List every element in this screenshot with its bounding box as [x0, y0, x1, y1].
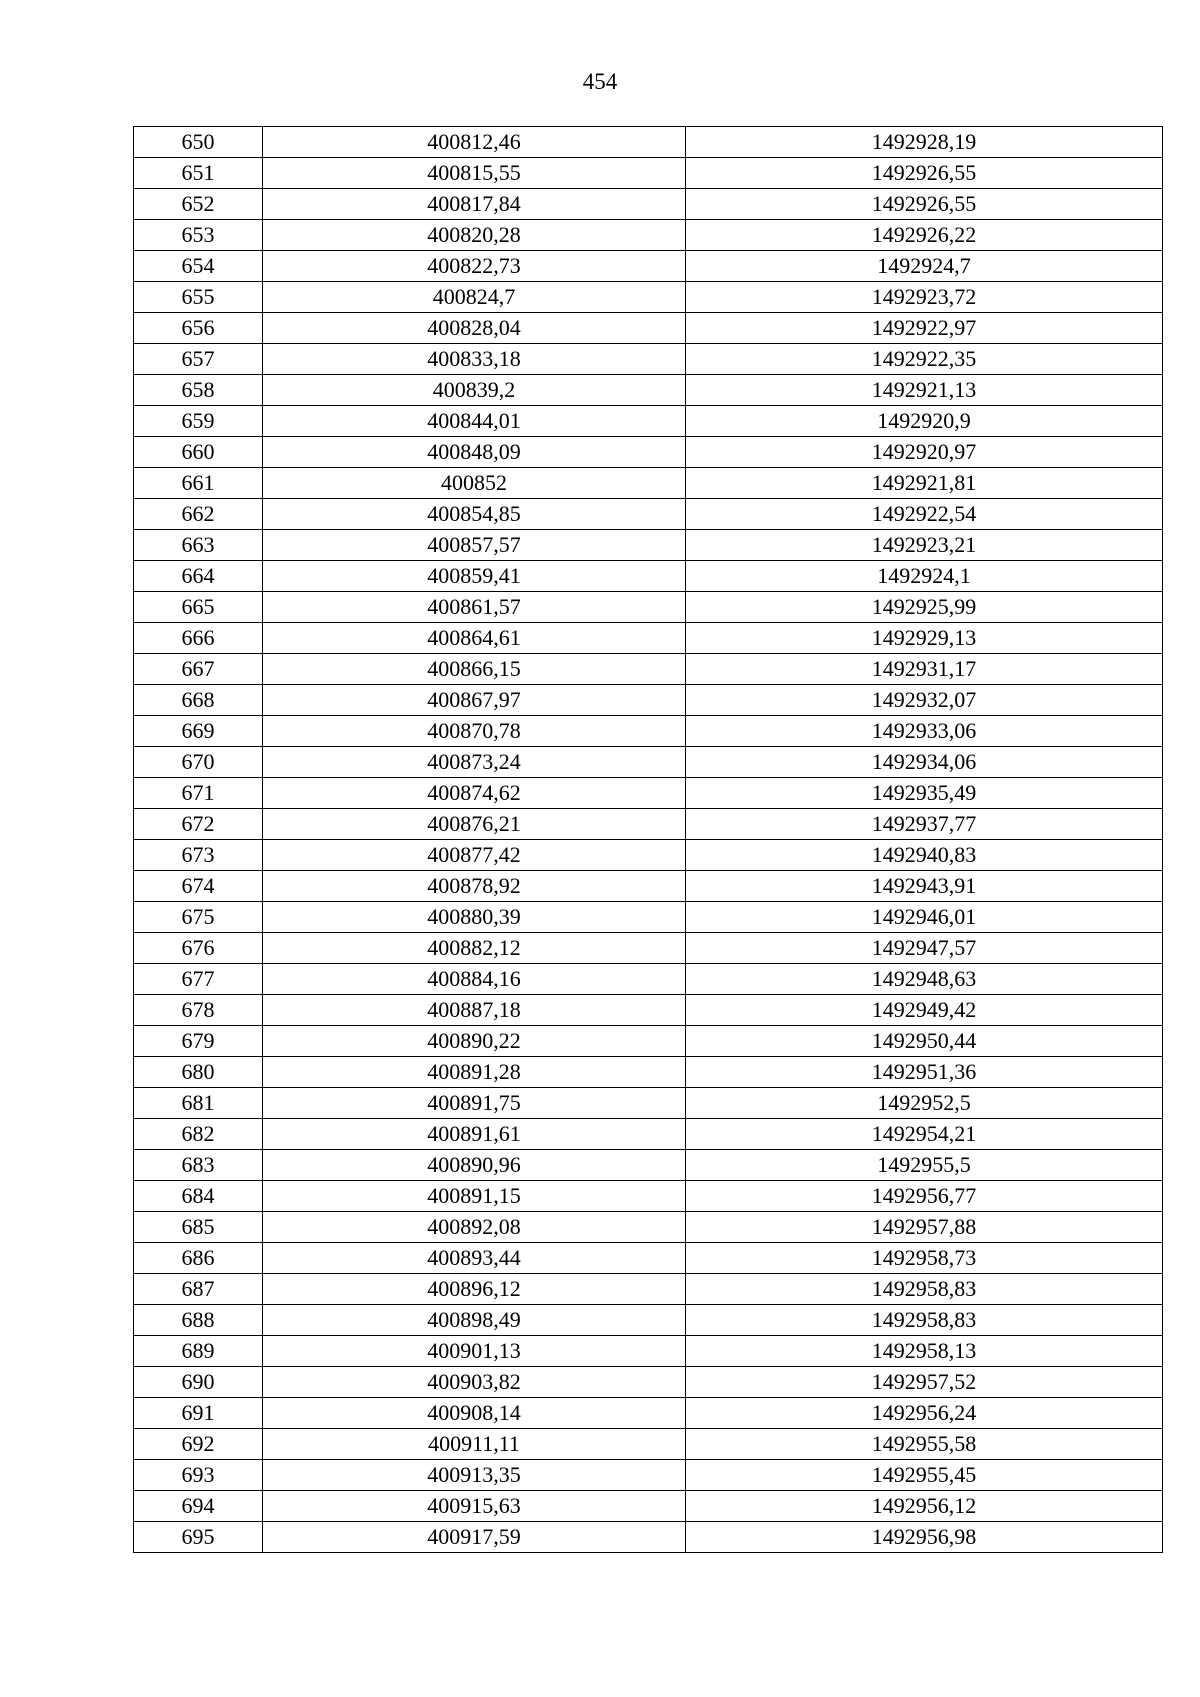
- x-coordinate-cell: 400891,75: [263, 1088, 686, 1119]
- table-row: [134, 561, 1163, 592]
- table-row: [134, 1305, 1163, 1336]
- point-number-cell: 689: [134, 1336, 263, 1367]
- table-row: [134, 1119, 1163, 1150]
- point-number-cell: 676: [134, 933, 263, 964]
- y-coordinate-cell: 1492948,63: [686, 964, 1163, 995]
- x-coordinate-cell: 400861,57: [263, 592, 686, 623]
- table-row: [134, 1212, 1163, 1243]
- x-coordinate-cell: 400891,28: [263, 1057, 686, 1088]
- table-row: [134, 747, 1163, 778]
- x-coordinate-cell: 400896,12: [263, 1274, 686, 1305]
- y-coordinate-cell: 1492955,5: [686, 1150, 1163, 1181]
- y-coordinate-cell: 1492956,24: [686, 1398, 1163, 1429]
- x-coordinate-cell: 400867,97: [263, 685, 686, 716]
- x-coordinate-cell: 400859,41: [263, 561, 686, 592]
- x-coordinate-cell: 400901,13: [263, 1336, 686, 1367]
- table-row: [134, 933, 1163, 964]
- point-number-cell: 651: [134, 158, 263, 189]
- table-row: [134, 1243, 1163, 1274]
- x-coordinate-cell: 400890,22: [263, 1026, 686, 1057]
- x-coordinate-cell: 400844,01: [263, 406, 686, 437]
- point-number-cell: 669: [134, 716, 263, 747]
- point-number-cell: 652: [134, 189, 263, 220]
- table-row: [134, 1336, 1163, 1367]
- x-coordinate-cell: 400898,49: [263, 1305, 686, 1336]
- x-coordinate-cell: 400893,44: [263, 1243, 686, 1274]
- point-number-cell: 674: [134, 871, 263, 902]
- y-coordinate-cell: 1492923,72: [686, 282, 1163, 313]
- point-number-cell: 663: [134, 530, 263, 561]
- table-row: [134, 623, 1163, 654]
- table-row: [134, 344, 1163, 375]
- point-number-cell: 657: [134, 344, 263, 375]
- table-row: [134, 654, 1163, 685]
- point-number-cell: 662: [134, 499, 263, 530]
- x-coordinate-cell: 400891,15: [263, 1181, 686, 1212]
- y-coordinate-cell: 1492958,73: [686, 1243, 1163, 1274]
- x-coordinate-cell: 400884,16: [263, 964, 686, 995]
- x-coordinate-cell: 400913,35: [263, 1460, 686, 1491]
- x-coordinate-cell: 400822,73: [263, 251, 686, 282]
- point-number-cell: 687: [134, 1274, 263, 1305]
- y-coordinate-cell: 1492932,07: [686, 685, 1163, 716]
- x-coordinate-cell: 400890,96: [263, 1150, 686, 1181]
- table-row: [134, 127, 1163, 158]
- table-row: [134, 1181, 1163, 1212]
- y-coordinate-cell: 1492934,06: [686, 747, 1163, 778]
- x-coordinate-cell: 400852: [263, 468, 686, 499]
- point-number-cell: 686: [134, 1243, 263, 1274]
- point-number-cell: 667: [134, 654, 263, 685]
- point-number-cell: 685: [134, 1212, 263, 1243]
- y-coordinate-cell: 1492956,77: [686, 1181, 1163, 1212]
- table-row: [134, 716, 1163, 747]
- y-coordinate-cell: 1492923,21: [686, 530, 1163, 561]
- point-number-cell: 682: [134, 1119, 263, 1150]
- table-row: [134, 313, 1163, 344]
- point-number-cell: 661: [134, 468, 263, 499]
- point-number-cell: 666: [134, 623, 263, 654]
- point-number-cell: 691: [134, 1398, 263, 1429]
- point-number-cell: 688: [134, 1305, 263, 1336]
- point-number-cell: 683: [134, 1150, 263, 1181]
- table-row: [134, 406, 1163, 437]
- x-coordinate-cell: 400815,55: [263, 158, 686, 189]
- y-coordinate-cell: 1492931,17: [686, 654, 1163, 685]
- x-coordinate-cell: 400820,28: [263, 220, 686, 251]
- point-number-cell: 670: [134, 747, 263, 778]
- table-row: [134, 1150, 1163, 1181]
- x-coordinate-cell: 400854,85: [263, 499, 686, 530]
- y-coordinate-cell: 1492957,52: [686, 1367, 1163, 1398]
- y-coordinate-cell: 1492920,9: [686, 406, 1163, 437]
- y-coordinate-cell: 1492955,45: [686, 1460, 1163, 1491]
- table-row: [134, 158, 1163, 189]
- y-coordinate-cell: 1492925,99: [686, 592, 1163, 623]
- y-coordinate-cell: 1492958,13: [686, 1336, 1163, 1367]
- point-number-cell: 695: [134, 1522, 263, 1553]
- point-number-cell: 694: [134, 1491, 263, 1522]
- y-coordinate-cell: 1492937,77: [686, 809, 1163, 840]
- y-coordinate-cell: 1492926,22: [686, 220, 1163, 251]
- table-row: [134, 778, 1163, 809]
- coordinates-table-body: [134, 127, 1163, 1553]
- table-row: [134, 871, 1163, 902]
- point-number-cell: 660: [134, 437, 263, 468]
- x-coordinate-cell: 400866,15: [263, 654, 686, 685]
- y-coordinate-cell: 1492921,13: [686, 375, 1163, 406]
- y-coordinate-cell: 1492921,81: [686, 468, 1163, 499]
- page-number: 454: [582, 69, 618, 94]
- y-coordinate-cell: 1492956,12: [686, 1491, 1163, 1522]
- y-coordinate-cell: 1492952,5: [686, 1088, 1163, 1119]
- table-row: [134, 995, 1163, 1026]
- point-number-cell: 658: [134, 375, 263, 406]
- point-number-cell: 693: [134, 1460, 263, 1491]
- x-coordinate-cell: 400887,18: [263, 995, 686, 1026]
- table-row: [134, 1460, 1163, 1491]
- table-row: [134, 468, 1163, 499]
- table-row: [134, 251, 1163, 282]
- point-number-cell: 675: [134, 902, 263, 933]
- table-row: [134, 530, 1163, 561]
- x-coordinate-cell: 400892,08: [263, 1212, 686, 1243]
- point-number-cell: 664: [134, 561, 263, 592]
- x-coordinate-cell: 400877,42: [263, 840, 686, 871]
- point-number-cell: 671: [134, 778, 263, 809]
- table-row: [134, 809, 1163, 840]
- table-row: [134, 1088, 1163, 1119]
- x-coordinate-cell: 400876,21: [263, 809, 686, 840]
- x-coordinate-cell: 400874,62: [263, 778, 686, 809]
- y-coordinate-cell: 1492940,83: [686, 840, 1163, 871]
- x-coordinate-cell: 400917,59: [263, 1522, 686, 1553]
- point-number-cell: 690: [134, 1367, 263, 1398]
- point-number-cell: 665: [134, 592, 263, 623]
- y-coordinate-cell: 1492922,54: [686, 499, 1163, 530]
- point-number-cell: 684: [134, 1181, 263, 1212]
- point-number-cell: 692: [134, 1429, 263, 1460]
- table-row: [134, 1491, 1163, 1522]
- y-coordinate-cell: 1492922,97: [686, 313, 1163, 344]
- y-coordinate-cell: 1492924,7: [686, 251, 1163, 282]
- table-row: [134, 499, 1163, 530]
- y-coordinate-cell: 1492920,97: [686, 437, 1163, 468]
- point-number-cell: 659: [134, 406, 263, 437]
- table-row: [134, 1398, 1163, 1429]
- point-number-cell: 653: [134, 220, 263, 251]
- y-coordinate-cell: 1492947,57: [686, 933, 1163, 964]
- x-coordinate-cell: 400911,11: [263, 1429, 686, 1460]
- x-coordinate-cell: 400828,04: [263, 313, 686, 344]
- table-row: [134, 1367, 1163, 1398]
- table-row: [134, 220, 1163, 251]
- coordinates-table: [133, 126, 1163, 1553]
- x-coordinate-cell: 400908,14: [263, 1398, 686, 1429]
- table-row: [134, 685, 1163, 716]
- y-coordinate-cell: 1492933,06: [686, 716, 1163, 747]
- table-row: [134, 592, 1163, 623]
- y-coordinate-cell: 1492958,83: [686, 1305, 1163, 1336]
- x-coordinate-cell: 400878,92: [263, 871, 686, 902]
- y-coordinate-cell: 1492928,19: [686, 127, 1163, 158]
- y-coordinate-cell: 1492926,55: [686, 158, 1163, 189]
- table-row: [134, 1057, 1163, 1088]
- table-row: [134, 902, 1163, 933]
- x-coordinate-cell: 400848,09: [263, 437, 686, 468]
- y-coordinate-cell: 1492922,35: [686, 344, 1163, 375]
- x-coordinate-cell: 400824,7: [263, 282, 686, 313]
- x-coordinate-cell: 400915,63: [263, 1491, 686, 1522]
- y-coordinate-cell: 1492954,21: [686, 1119, 1163, 1150]
- point-number-cell: 678: [134, 995, 263, 1026]
- table-row: [134, 840, 1163, 871]
- table-row: [134, 964, 1163, 995]
- table-row: [134, 1429, 1163, 1460]
- point-number-cell: 654: [134, 251, 263, 282]
- table-row: [134, 1522, 1163, 1553]
- y-coordinate-cell: 1492955,58: [686, 1429, 1163, 1460]
- x-coordinate-cell: 400891,61: [263, 1119, 686, 1150]
- x-coordinate-cell: 400870,78: [263, 716, 686, 747]
- x-coordinate-cell: 400857,57: [263, 530, 686, 561]
- point-number-cell: 680: [134, 1057, 263, 1088]
- y-coordinate-cell: 1492929,13: [686, 623, 1163, 654]
- table-row: [134, 282, 1163, 313]
- table-row: [134, 375, 1163, 406]
- point-number-cell: 681: [134, 1088, 263, 1119]
- point-number-cell: 679: [134, 1026, 263, 1057]
- y-coordinate-cell: 1492957,88: [686, 1212, 1163, 1243]
- x-coordinate-cell: 400812,46: [263, 127, 686, 158]
- x-coordinate-cell: 400833,18: [263, 344, 686, 375]
- y-coordinate-cell: 1492950,44: [686, 1026, 1163, 1057]
- point-number-cell: 650: [134, 127, 263, 158]
- y-coordinate-cell: 1492951,36: [686, 1057, 1163, 1088]
- point-number-cell: 656: [134, 313, 263, 344]
- x-coordinate-cell: 400873,24: [263, 747, 686, 778]
- point-number-cell: 655: [134, 282, 263, 313]
- x-coordinate-cell: 400864,61: [263, 623, 686, 654]
- point-number-cell: 677: [134, 964, 263, 995]
- point-number-cell: 668: [134, 685, 263, 716]
- y-coordinate-cell: 1492924,1: [686, 561, 1163, 592]
- y-coordinate-cell: 1492956,98: [686, 1522, 1163, 1553]
- x-coordinate-cell: 400903,82: [263, 1367, 686, 1398]
- point-number-cell: 672: [134, 809, 263, 840]
- x-coordinate-cell: 400817,84: [263, 189, 686, 220]
- x-coordinate-cell: 400880,39: [263, 902, 686, 933]
- table-row: [134, 189, 1163, 220]
- y-coordinate-cell: 1492949,42: [686, 995, 1163, 1026]
- y-coordinate-cell: 1492926,55: [686, 189, 1163, 220]
- y-coordinate-cell: 1492935,49: [686, 778, 1163, 809]
- y-coordinate-cell: 1492946,01: [686, 902, 1163, 933]
- table-row: [134, 437, 1163, 468]
- x-coordinate-cell: 400839,2: [263, 375, 686, 406]
- table-row: [134, 1026, 1163, 1057]
- point-number-cell: 673: [134, 840, 263, 871]
- y-coordinate-cell: 1492958,83: [686, 1274, 1163, 1305]
- table-row: [134, 1274, 1163, 1305]
- x-coordinate-cell: 400882,12: [263, 933, 686, 964]
- y-coordinate-cell: 1492943,91: [686, 871, 1163, 902]
